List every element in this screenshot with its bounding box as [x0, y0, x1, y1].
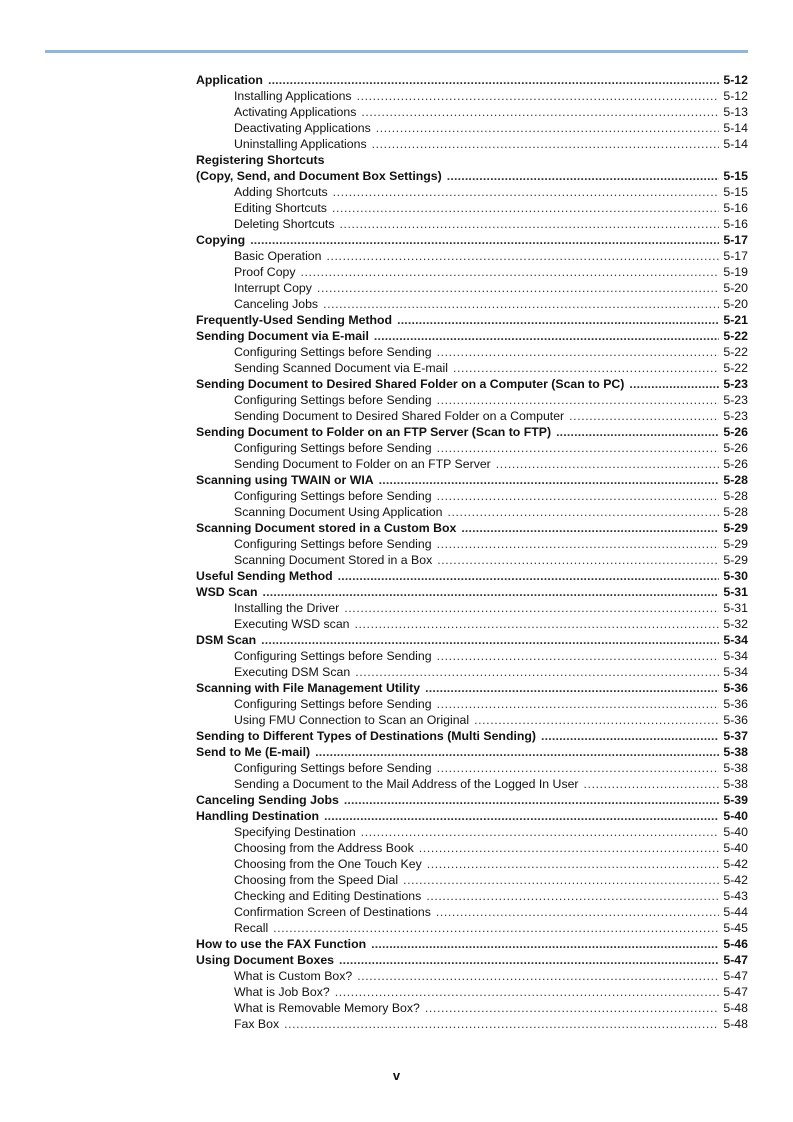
toc-entry-title: How to use the FAX Function	[196, 937, 367, 951]
toc-entry-title: Configuring Settings before Sending	[234, 761, 432, 775]
toc-dot-leader	[556, 424, 719, 440]
toc-dot-leader	[437, 344, 719, 360]
toc-subsection-entry[interactable]	[196, 648, 748, 664]
toc-dot-leader	[301, 264, 719, 280]
toc-section-entry[interactable]	[196, 584, 748, 600]
toc-entry-title: Choosing from the One Touch Key	[234, 857, 422, 871]
toc-subsection-entry[interactable]	[196, 296, 748, 312]
toc-entry-page: 5-23	[723, 377, 748, 391]
toc-dot-leader	[268, 72, 719, 88]
toc-entry-title: (Copy, Send, and Document Box Settings)	[196, 169, 442, 183]
toc-entry-title: What is Removable Memory Box?	[234, 1001, 420, 1015]
toc-subsection-entry[interactable]	[196, 280, 748, 296]
toc-subsection-entry[interactable]	[196, 392, 748, 408]
toc-entry-page: 5-26	[723, 457, 748, 471]
toc-dot-leader	[335, 984, 719, 1000]
toc-subsection-entry[interactable]	[196, 824, 748, 840]
toc-entry-title: Application	[196, 73, 263, 87]
toc-entry-page: 5-29	[723, 537, 748, 551]
toc-entry-title: Useful Sending Method	[196, 569, 333, 583]
toc-section-entry[interactable]	[196, 808, 748, 824]
toc-entry-page: 5-34	[723, 633, 748, 647]
toc-dot-leader	[323, 296, 719, 312]
toc-subsection-entry[interactable]	[196, 856, 748, 872]
toc-entry-page: 5-48	[723, 1001, 748, 1015]
toc-subsection-entry[interactable]	[196, 184, 748, 200]
toc-entry-page: 5-40	[723, 809, 748, 823]
toc-subsection-entry[interactable]	[196, 696, 748, 712]
toc-entry-page: 5-14	[723, 137, 748, 151]
toc-entry-page: 5-42	[723, 857, 748, 871]
toc-subsection-entry[interactable]	[196, 904, 748, 920]
toc-section-entry[interactable]	[196, 424, 748, 440]
toc-entry-title: Deactivating Applications	[234, 121, 371, 135]
toc-dot-leader	[355, 664, 719, 680]
toc-dot-leader	[541, 728, 719, 744]
toc-entry-title: Checking and Editing Destinations	[234, 889, 422, 903]
header-rule	[45, 50, 748, 53]
toc-entry-title: Sending Document to Desired Shared Folder on a Computer (Scan to PC)	[196, 377, 625, 391]
toc-entry-title: Uninstalling Applications	[234, 137, 367, 151]
toc-dot-leader	[250, 232, 719, 248]
toc-entry-title: Configuring Settings before Sending	[234, 489, 432, 503]
toc-dot-leader	[361, 824, 719, 840]
toc-entry-page: 5-20	[723, 297, 748, 311]
toc-entry-title: What is Custom Box?	[234, 969, 353, 983]
toc-subsection-entry[interactable]	[196, 712, 748, 728]
toc-subsection-entry[interactable]	[196, 104, 748, 120]
toc-entry-page: 5-36	[723, 713, 748, 727]
toc-entry-title: Sending to Different Types of Destinations (Multi Sending)	[196, 729, 536, 743]
toc-entry-title: Configuring Settings before Sending	[234, 393, 432, 407]
toc-entry-page: 5-37	[723, 729, 748, 743]
toc-section-entry[interactable]	[196, 472, 748, 488]
toc-entry-title: Scanning with File Management Utility	[196, 681, 421, 695]
toc-subsection-entry[interactable]	[196, 1016, 748, 1032]
toc-entry-title: Proof Copy	[234, 265, 296, 279]
toc-dot-leader	[339, 952, 719, 968]
toc-dot-leader	[437, 536, 719, 552]
toc-dot-leader	[263, 584, 720, 600]
toc-entry-title: Using Document Boxes	[196, 953, 335, 967]
toc-entry-title: Configuring Settings before Sending	[234, 441, 432, 455]
toc-subsection-entry[interactable]	[196, 552, 748, 568]
toc-subsection-entry[interactable]	[196, 120, 748, 136]
toc-section-entry[interactable]	[196, 152, 748, 168]
toc-subsection-entry[interactable]	[196, 984, 748, 1000]
toc-entry-page: 5-23	[723, 409, 748, 423]
toc-entry-page: 5-46	[723, 937, 748, 951]
toc-entry-page: 5-22	[723, 329, 748, 343]
toc-entry-page: 5-17	[723, 249, 748, 263]
toc-dot-leader	[284, 1016, 719, 1032]
toc-subsection-entry[interactable]	[196, 88, 748, 104]
toc-entry-title: Scanning Document Using Application	[234, 505, 443, 519]
toc-dot-leader	[361, 104, 719, 120]
toc-dot-leader	[474, 712, 719, 728]
toc-entry-title: Interrupt Copy	[234, 281, 312, 295]
toc-dot-leader	[436, 904, 719, 920]
toc-entry-page: 5-16	[723, 201, 748, 215]
toc-entry-title: Sending Document to Folder on an FTP Server (Scan to FTP)	[196, 425, 552, 439]
toc-entry-page: 5-22	[723, 345, 748, 359]
toc-dot-leader	[397, 312, 719, 328]
toc-dot-leader	[437, 392, 719, 408]
toc-entry-title: Canceling Jobs	[234, 297, 319, 311]
toc-entry-title: Copying	[196, 233, 246, 247]
toc-entry-page: 5-22	[723, 361, 748, 375]
toc-subsection-entry[interactable]	[196, 968, 748, 984]
toc-entry-page: 5-31	[723, 601, 748, 615]
toc-section-entry[interactable]	[196, 952, 748, 968]
toc-entry-page: 5-31	[723, 585, 748, 599]
toc-entry-title: Executing WSD scan	[234, 617, 350, 631]
toc-section-entry[interactable]	[196, 632, 748, 648]
toc-entry-page: 5-13	[723, 105, 748, 119]
toc-dot-leader	[374, 328, 719, 344]
toc-section-entry[interactable]	[196, 936, 748, 952]
toc-section-entry[interactable]	[196, 312, 748, 328]
toc-dot-leader	[437, 440, 719, 456]
toc-entry-title: Activating Applications	[234, 105, 357, 119]
toc-entry-title: Installing Applications	[234, 89, 352, 103]
toc-entry-title: Scanning Document Stored in a Box	[234, 553, 433, 567]
toc-subsection-entry[interactable]	[196, 536, 748, 552]
toc-subsection-entry[interactable]	[196, 1000, 748, 1016]
toc-entry-page: 5-21	[723, 313, 748, 327]
toc-section-entry[interactable]	[196, 376, 748, 392]
toc-entry-page: 5-40	[723, 841, 748, 855]
toc-entry-title: Adding Shortcuts	[234, 185, 328, 199]
toc-dot-leader	[437, 648, 719, 664]
toc-entry-title: Frequently-Used Sending Method	[196, 313, 393, 327]
toc-entry-page: 5-38	[723, 761, 748, 775]
toc-entry-title: Registering Shortcuts	[196, 153, 325, 167]
toc-dot-leader	[372, 136, 719, 152]
toc-entry-page: 5-32	[723, 617, 748, 631]
toc-dot-leader	[344, 792, 719, 808]
page-number: v	[392, 1068, 401, 1083]
toc-section-entry[interactable]	[196, 728, 748, 744]
toc-dot-leader	[437, 552, 719, 568]
toc-entry-title: Scanning using TWAIN or WIA	[196, 473, 374, 487]
toc-entry-page: 5-28	[723, 473, 748, 487]
toc-dot-leader	[447, 168, 719, 184]
toc-subsection-entry[interactable]	[196, 664, 748, 680]
toc-dot-leader	[419, 840, 719, 856]
toc-entry-page: 5-44	[723, 905, 748, 919]
toc-entry-page: 5-17	[723, 233, 748, 247]
toc-dot-leader	[327, 248, 720, 264]
toc-dot-leader	[569, 408, 719, 424]
toc-entry-page: 5-36	[723, 681, 748, 695]
toc-entry-page: 5-34	[723, 665, 748, 679]
toc-subsection-entry[interactable]	[196, 440, 748, 456]
toc-subsection-entry[interactable]	[196, 920, 748, 936]
toc-entry-page: 5-28	[723, 505, 748, 519]
toc-dot-leader	[315, 744, 719, 760]
toc-dot-leader	[273, 920, 719, 936]
toc-entry-title: Send to Me (E-mail)	[196, 745, 311, 759]
toc-dot-leader	[453, 360, 719, 376]
toc-subsection-entry[interactable]	[196, 600, 748, 616]
toc-section-entry[interactable]	[196, 168, 748, 184]
toc-entry-page: 5-36	[723, 697, 748, 711]
toc-entry-page: 5-12	[723, 73, 748, 87]
toc-subsection-entry[interactable]	[196, 248, 748, 264]
toc-subsection-entry[interactable]	[196, 136, 748, 152]
toc-entry-title: WSD Scan	[196, 585, 258, 599]
toc-entry-title: Sending Document to Desired Shared Folder on a Computer	[234, 409, 565, 423]
toc-dot-leader	[403, 872, 719, 888]
toc-dot-leader	[332, 200, 719, 216]
toc-entry-page: 5-26	[723, 425, 748, 439]
toc-entry-page: 5-38	[723, 777, 748, 791]
toc-entry-title: DSM Scan	[196, 633, 257, 647]
toc-entry-title: Deleting Shortcuts	[234, 217, 335, 231]
toc-dot-leader	[629, 376, 719, 392]
toc-entry-title: Choosing from the Address Book	[234, 841, 414, 855]
toc-subsection-entry[interactable]	[196, 360, 748, 376]
toc-dot-leader	[324, 808, 719, 824]
toc-subsection-entry[interactable]	[196, 872, 748, 888]
toc-entry-title: Configuring Settings before Sending	[234, 345, 432, 359]
toc-entry-page: 5-14	[723, 121, 748, 135]
toc-dot-leader	[437, 696, 719, 712]
toc-subsection-entry[interactable]	[196, 504, 748, 520]
toc-entry-title: Basic Operation	[234, 249, 322, 263]
toc-entry-page: 5-39	[723, 793, 748, 807]
toc-dot-leader	[496, 456, 719, 472]
toc-entry-title: Scanning Document stored in a Custom Box	[196, 521, 457, 535]
toc-entry-page: 5-15	[723, 169, 748, 183]
toc-section-entry[interactable]	[196, 328, 748, 344]
toc-section-entry[interactable]	[196, 744, 748, 760]
toc-dot-leader	[317, 280, 719, 296]
toc-entry-title: Choosing from the Speed Dial	[234, 873, 399, 887]
toc-subsection-entry[interactable]	[196, 888, 748, 904]
toc-entry-page: 5-43	[723, 889, 748, 903]
toc-subsection-entry[interactable]	[196, 456, 748, 472]
toc-entry-page: 5-12	[723, 89, 748, 103]
toc-dot-leader	[357, 968, 719, 984]
toc-entry-page: 5-30	[723, 569, 748, 583]
toc-entry-title: Sending Document via E-mail	[196, 329, 369, 343]
toc-subsection-entry[interactable]	[196, 488, 748, 504]
toc-subsection-entry[interactable]	[196, 408, 748, 424]
toc-subsection-entry[interactable]	[196, 216, 748, 232]
toc-entry-page: 5-16	[723, 217, 748, 231]
toc-subsection-entry[interactable]	[196, 344, 748, 360]
toc-entry-page: 5-20	[723, 281, 748, 295]
toc-subsection-entry[interactable]	[196, 616, 748, 632]
toc-entry-title: Installing the Driver	[234, 601, 340, 615]
toc-entry-title: Fax Box	[234, 1017, 280, 1031]
toc-subsection-entry[interactable]	[196, 776, 748, 792]
toc-dot-leader	[371, 936, 719, 952]
toc-entry-title: What is Job Box?	[234, 985, 330, 999]
toc-dot-leader	[355, 616, 720, 632]
toc-entry-page: 5-34	[723, 649, 748, 663]
toc-subsection-entry[interactable]	[196, 760, 748, 776]
toc-entry-title: Sending Document to Folder on an FTP Server	[234, 457, 491, 471]
toc-entry-title: Configuring Settings before Sending	[234, 697, 432, 711]
toc-entry-page: 5-29	[723, 553, 748, 567]
toc-entry-page: 5-28	[723, 489, 748, 503]
toc-entry-title: Handling Destination	[196, 809, 319, 823]
toc-entry-title: Sending a Document to the Mail Address of the Logged In User	[234, 777, 579, 791]
toc-dot-leader	[437, 488, 719, 504]
toc-entry-title: Specifying Destination	[234, 825, 356, 839]
toc-subsection-entry[interactable]	[196, 200, 748, 216]
toc-entry-title: Recall	[234, 921, 269, 935]
toc-dot-leader	[437, 760, 719, 776]
toc-dot-leader	[333, 184, 719, 200]
toc-subsection-entry[interactable]	[196, 264, 748, 280]
toc-subsection-entry[interactable]	[196, 840, 748, 856]
toc-entry-title: Confirmation Screen of Destinations	[234, 905, 431, 919]
toc-dot-leader	[339, 216, 719, 232]
toc-entry-title: Canceling Sending Jobs	[196, 793, 339, 807]
toc-section-entry[interactable]	[196, 568, 748, 584]
toc-entry-title: Using FMU Connection to Scan an Original	[234, 713, 470, 727]
toc-entry-page: 5-47	[723, 969, 748, 983]
toc-entry-title: Configuring Settings before Sending	[234, 649, 432, 663]
toc-dot-leader	[584, 776, 719, 792]
toc-entry-page: 5-45	[723, 921, 748, 935]
toc-entry-page: 5-48	[723, 1017, 748, 1031]
toc-entry-page: 5-19	[723, 265, 748, 279]
toc-entry-page: 5-15	[723, 185, 748, 199]
toc-section-entry[interactable]	[196, 520, 748, 536]
toc-dot-leader	[461, 520, 719, 536]
toc-dot-leader	[357, 88, 719, 104]
toc-dot-leader	[376, 120, 719, 136]
toc-entry-page: 5-23	[723, 393, 748, 407]
toc-entry-page: 5-42	[723, 873, 748, 887]
toc-dot-leader	[425, 680, 719, 696]
toc-dot-leader	[448, 504, 720, 520]
toc-entry-title: Sending Scanned Document via E-mail	[234, 361, 448, 375]
table-of-contents	[196, 72, 748, 1032]
toc-entry-page: 5-26	[723, 441, 748, 455]
toc-entry-page: 5-47	[723, 953, 748, 967]
toc-dot-leader	[379, 472, 719, 488]
toc-dot-leader	[261, 632, 719, 648]
toc-entry-page: 5-29	[723, 521, 748, 535]
toc-entry-page: 5-40	[723, 825, 748, 839]
toc-entry-title: Editing Shortcuts	[234, 201, 327, 215]
toc-entry-page: 5-47	[723, 985, 748, 999]
toc-dot-leader	[338, 568, 719, 584]
toc-dot-leader	[427, 856, 719, 872]
toc-section-entry[interactable]	[196, 232, 748, 248]
toc-dot-leader	[426, 888, 719, 904]
toc-entry-title: Executing DSM Scan	[234, 665, 351, 679]
toc-section-entry[interactable]	[196, 792, 748, 808]
toc-section-entry[interactable]	[196, 680, 748, 696]
toc-entry-page: 5-38	[723, 745, 748, 759]
toc-entry-title: Configuring Settings before Sending	[234, 537, 432, 551]
toc-dot-leader	[344, 600, 719, 616]
toc-section-entry[interactable]	[196, 72, 748, 88]
toc-dot-leader	[425, 1000, 719, 1016]
